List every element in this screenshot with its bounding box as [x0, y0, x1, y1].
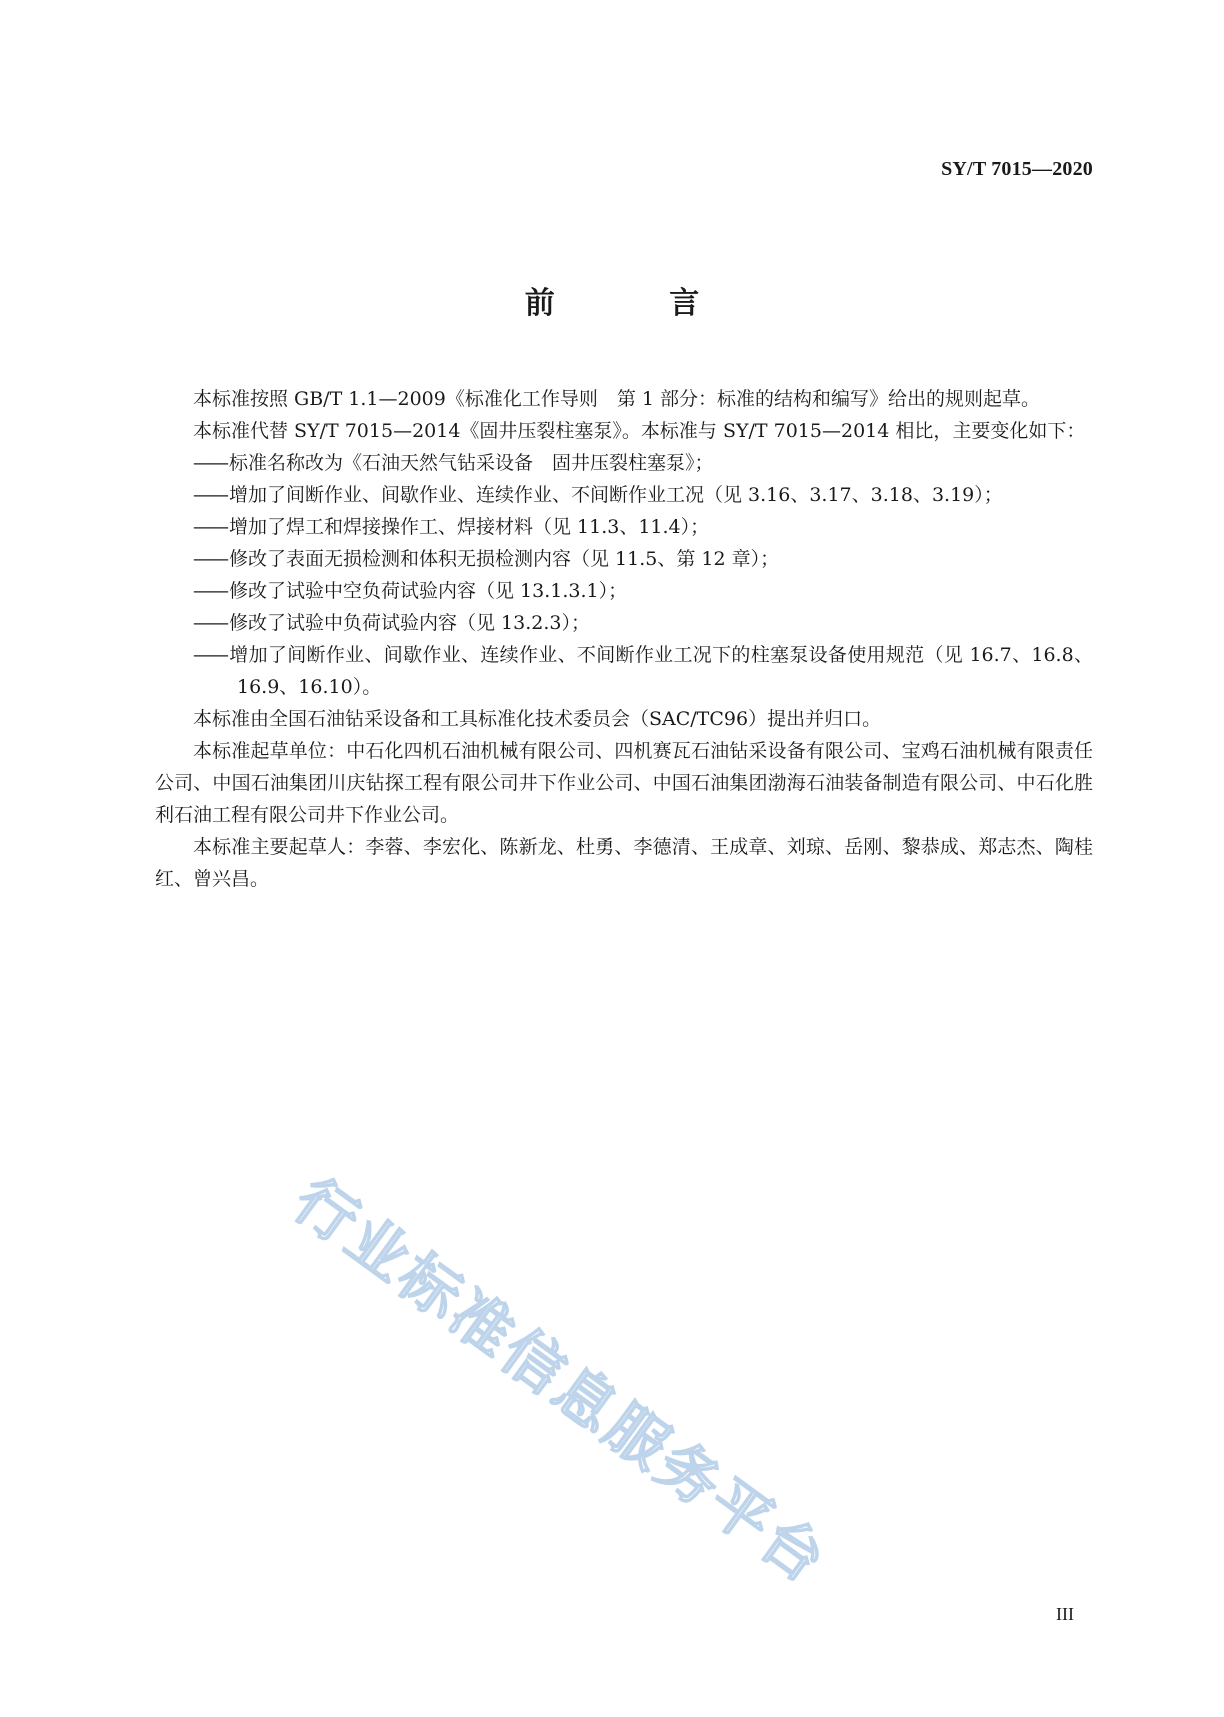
dash-marker: ——: [193, 516, 227, 538]
foreword-body: [155, 383, 1093, 895]
change-item-text: 修改了试验中空负荷试验内容（见 13.1.3.1）；: [229, 580, 628, 602]
dash-marker: ——: [193, 484, 227, 506]
change-item-text: 增加了间断作业、间歇作业、连续作业、不间断作业工况（见 3.16、3.17、3.18、3.19）；: [229, 484, 1003, 506]
dash-marker: ——: [193, 644, 227, 666]
dash-marker: ——: [193, 612, 227, 634]
change-item: [155, 639, 1093, 703]
page-number: III: [1056, 1604, 1074, 1624]
standard-code: SY/T 7015—2020: [941, 158, 1093, 180]
change-item: [155, 479, 1093, 511]
change-item: [155, 543, 1093, 575]
watermark-text: 行业标准信息服务平台: [281, 1165, 841, 1599]
change-item: [155, 607, 1093, 639]
dash-marker: ——: [193, 548, 227, 570]
change-item-text: 修改了表面无损检测和体积无损检测内容（见 11.5、第 12 章）；: [229, 548, 780, 570]
change-item-text: 标准名称改为《石油天然气钻采设备 固井压裂柱塞泵》；: [229, 452, 714, 474]
change-item: [155, 575, 1093, 607]
paragraph-drafters: 本标准主要起草人：李蓉、李宏化、陈新龙、杜勇、李德清、王成章、刘琼、岳刚、黎恭成、郑志杰、陶桂红、曾兴昌。: [155, 836, 1093, 890]
paragraph-replacement: 本标准代替 SY/T 7015—2014《固井压裂柱塞泵》。本标准与 SY/T 7015—2014 相比，主要变化如下：: [193, 420, 1086, 442]
paragraph-drafting-rules: 本标准按照 GB/T 1.1—2009《标准化工作导则 第 1 部分：标准的结构和编写》给出的规则起草。: [193, 388, 1041, 410]
change-item-text: 增加了焊工和焊接操作工、焊接材料（见 11.3、11.4）；: [229, 516, 710, 538]
dash-marker: ——: [193, 452, 227, 474]
change-item: [155, 511, 1093, 543]
paragraph-drafting-units: 本标准起草单位：中石化四机石油机械有限公司、四机赛瓦石油钻采设备有限公司、宝鸡石油机械有限责任公司、中国石油集团川庆钻探工程有限公司井下作业公司、中国石油集团渤海石油装备制造有限公司、中石化胜利石油工程有限公司井下作业公司。: [155, 740, 1093, 826]
change-item-text: 修改了试验中负荷试验内容（见 13.2.3）；: [229, 612, 590, 634]
change-item: [155, 447, 1093, 479]
dash-marker: ——: [193, 580, 227, 602]
change-item-text: 增加了间断作业、间歇作业、连续作业、不间断作业工况下的柱塞泵设备使用规范（见 16.7、16.8、16.9、16.10）。: [229, 644, 1093, 698]
paragraph-proposer: 本标准由全国石油钻采设备和工具标准化技术委员会（SAC/TC96）提出并归口。: [193, 708, 882, 730]
page-title: 前 言: [524, 286, 752, 321]
